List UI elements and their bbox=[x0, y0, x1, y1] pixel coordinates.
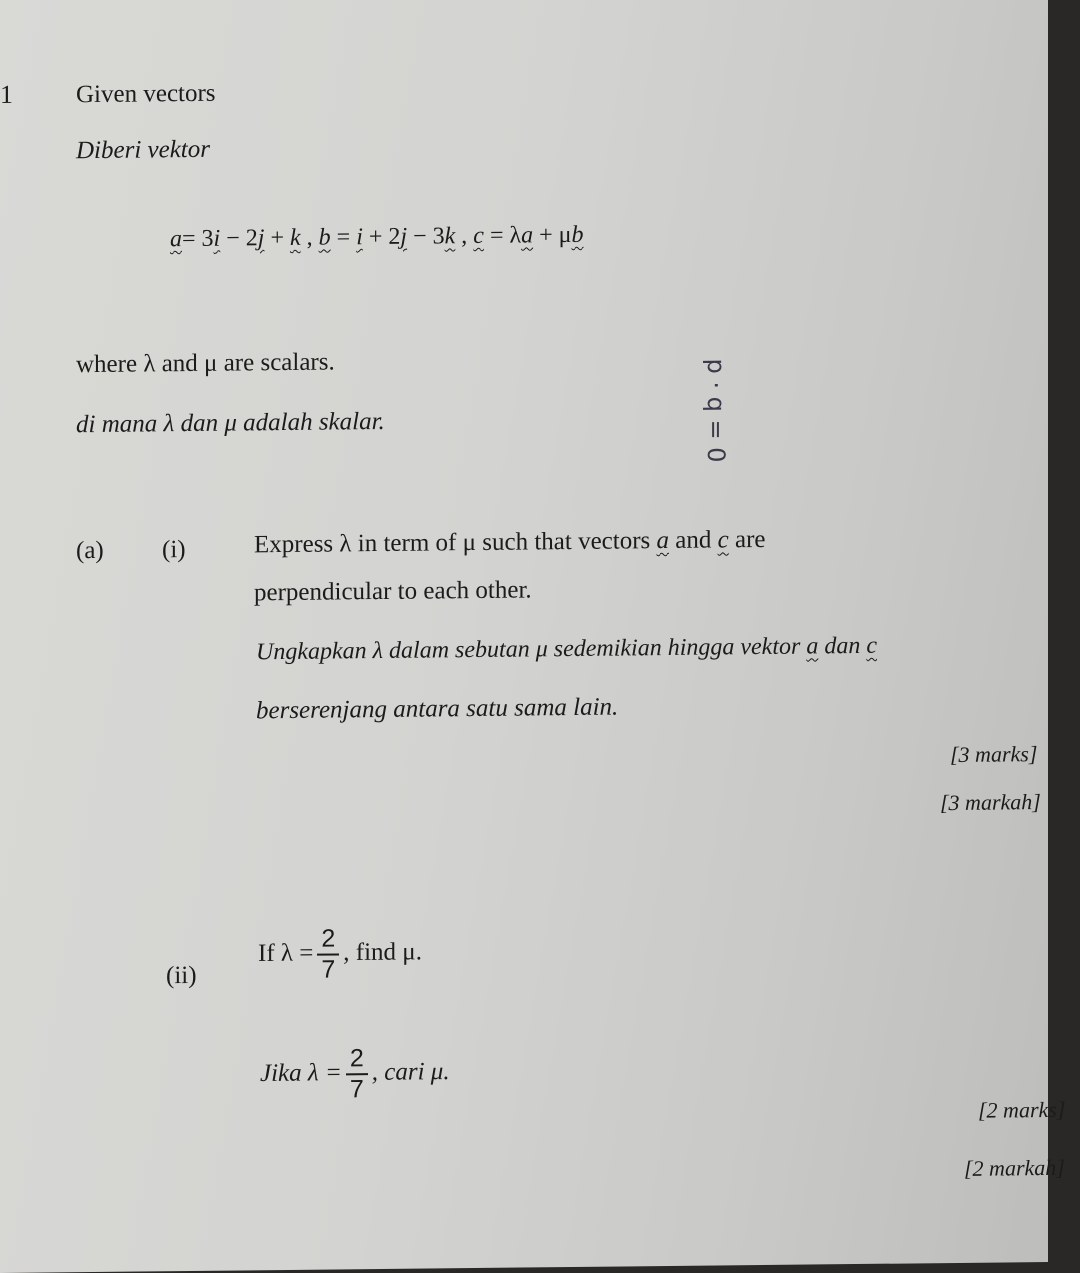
part-a-i-marks-malay: [3 markah] bbox=[940, 789, 1041, 816]
fraction-two-sevenths-malay: $\frac{2}{7}$ bbox=[346, 1046, 368, 1102]
part-a-ii-malay: Jika λ = $\frac{2}{7}$ , cari μ. bbox=[260, 1044, 450, 1104]
part-a-ii-marks-malay: [2 markah] bbox=[964, 1154, 1065, 1181]
vector-a: a bbox=[170, 226, 182, 253]
part-a-label: (a) bbox=[76, 536, 104, 565]
question-number: 1 bbox=[0, 79, 13, 109]
vector-equation: a= 3i − 2j + k , b = i + 2j − 3k , c = λa + μb bbox=[170, 221, 584, 253]
part-a-ii-marks-english: [2 marks] bbox=[978, 1096, 1066, 1123]
part-a-i-marks-english: [3 marks] bbox=[950, 741, 1038, 768]
part-a-i-malay-line2: berserenjang antara satu sama lain. bbox=[256, 693, 619, 725]
part-a-ii-label: (ii) bbox=[166, 961, 197, 990]
intro-malay: Diberi vektor bbox=[76, 135, 210, 165]
where-malay: di mana λ dan μ adalah skalar. bbox=[76, 407, 385, 439]
fraction-two-sevenths: $\frac{2}{7}$ bbox=[317, 926, 339, 982]
vector-b: b bbox=[318, 224, 331, 251]
part-a-i-english-line1: Express λ in term of μ such that vectors a and c are bbox=[254, 525, 766, 559]
where-english: where λ and μ are scalars. bbox=[76, 348, 335, 379]
part-a-ii-english: If λ = $\frac{2}{7}$ , find μ. bbox=[258, 924, 422, 984]
handwritten-note: p · q = 0 bbox=[702, 358, 730, 463]
vector-c: c bbox=[473, 222, 484, 250]
part-a-i-label: (i) bbox=[162, 536, 186, 564]
part-a-i-malay-line1: Ungkapkan λ dalam sebutan μ sedemikian hingga vektor a dan c bbox=[256, 632, 877, 666]
part-a-i-english-line2: perpendicular to each other. bbox=[254, 576, 532, 607]
intro-english: Given vectors bbox=[76, 79, 216, 109]
